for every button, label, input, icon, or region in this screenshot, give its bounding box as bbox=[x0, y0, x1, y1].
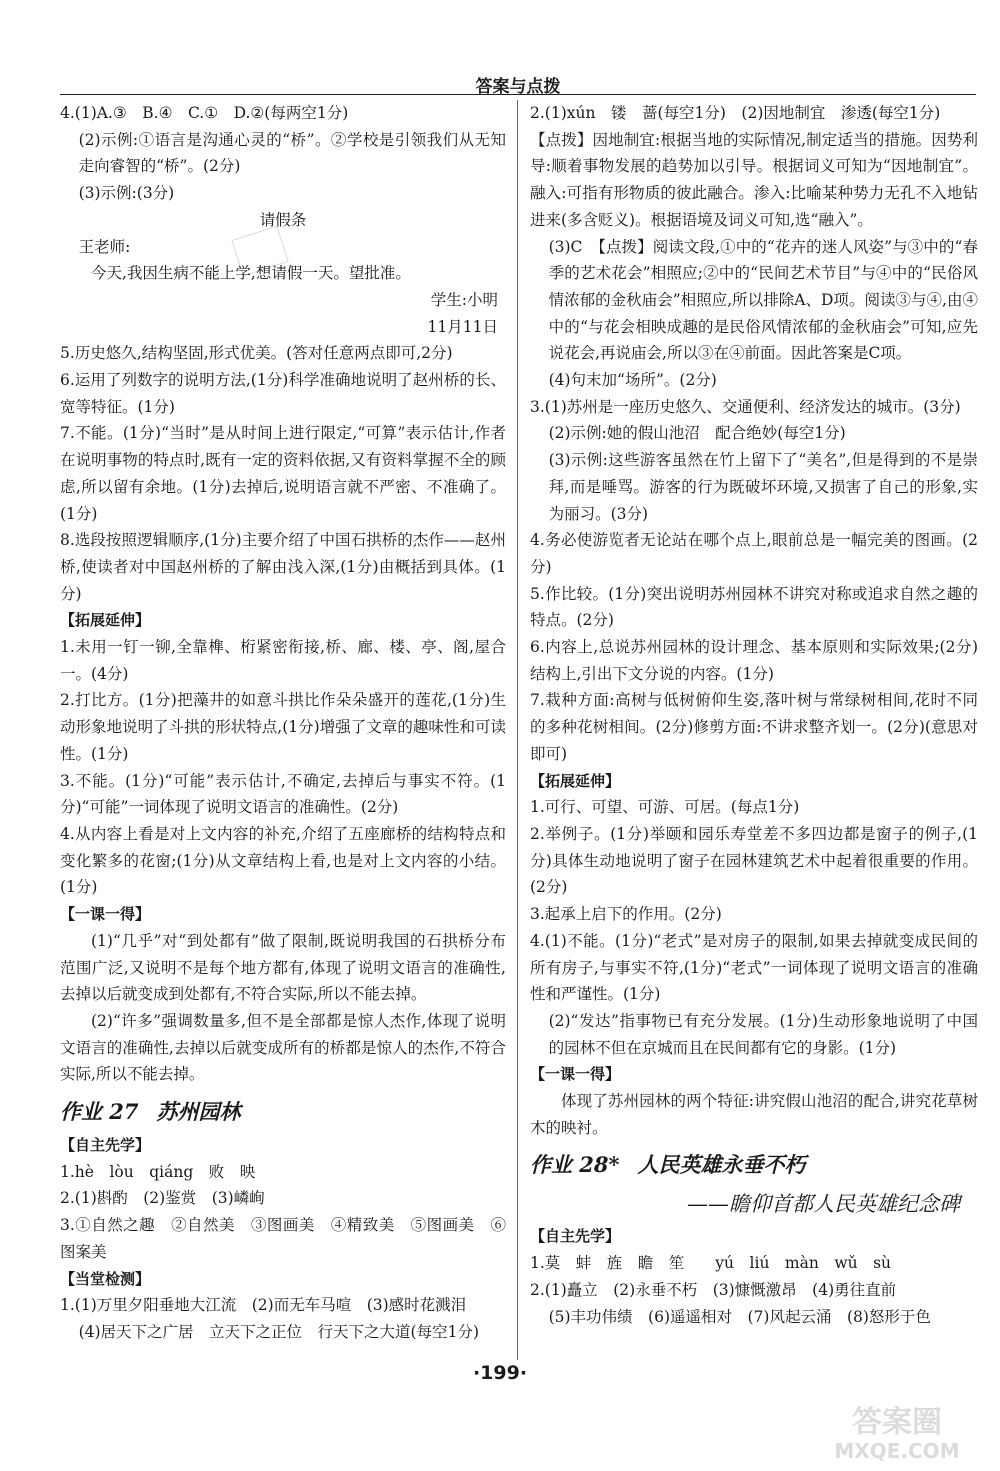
section-heading: 【当堂检测】 bbox=[60, 1269, 151, 1288]
text-line: (2)示例:她的假山池沼 配合绝妙(每空1分) bbox=[548, 424, 846, 443]
text-line: (2)示例:①语言是沟通心灵的“桥”。②学校是引领我们从无知走向睿智的“桥”。(2分) bbox=[78, 130, 506, 176]
section-heading: 【一课一得】 bbox=[60, 905, 151, 924]
text-line: 5.历史悠久,结构坚固,形式优美。(答对任意两点即可,2分) bbox=[60, 344, 453, 363]
watermark-site-text: MXQE.COM bbox=[834, 1439, 960, 1463]
text-line: (2)“许多”强调数量多,但不是全部都是惊人杰作,体现了说明文语言的准确性,去掉以后就变成所有的桥都是惊人的杰作,不符合实际,所以不能去掉。 bbox=[60, 1011, 506, 1084]
text-line: 3.起承上启下的作用。(2分) bbox=[530, 905, 722, 924]
text-line: 今天,我因生病不能上学,想请假一天。望批准。 bbox=[91, 264, 411, 283]
right-lines-after bbox=[530, 1223, 978, 1330]
assignment-27-heading bbox=[60, 1094, 506, 1130]
left-lines-after bbox=[60, 1132, 506, 1346]
text-line: 2.(1)xún 镂 蔷(每空1分) (2)因地制宜 渗透(每空1分) bbox=[530, 104, 941, 122]
text-line: (5)丰功伟绩 (6)遥遥相对 (7)风起云涌 (8)怒形于色 bbox=[548, 1307, 931, 1326]
text-line: 请假条 bbox=[259, 210, 307, 229]
assignment-28-number: 作业 28* bbox=[530, 1152, 620, 1178]
text-line: (3)示例:(3分) bbox=[78, 184, 175, 203]
assignment-28-title: 人民英雄永垂不朽 bbox=[637, 1152, 806, 1178]
text-line: 1.(1)万里夕阳垂地大江流 (2)而无车马喧 (3)感时花溅泪 bbox=[60, 1296, 467, 1315]
text-line: 2.举例子。(1分)举颐和园乐寿堂差不多四边都是窗子的例子,(1分)具体生动地说明了窗子在园林建筑艺术中起着很重要的作用。(2分) bbox=[530, 824, 978, 897]
watermark-logo bbox=[812, 1398, 982, 1464]
column-divider bbox=[517, 100, 518, 1360]
text-line: 7.栽种方面:高树与低树俯仰生姿,落叶树与常绿树相间,花时不同的多种花树相间。(2分)修剪方面:不讲求整齐划一。(2分)(意思对即可) bbox=[530, 691, 978, 763]
text-line: (2)“发达”指事物已有充分发展。(1分)生动形象地说明了中国的园林不但在京城而且在民间都有它的身影。(1分) bbox=[548, 1011, 978, 1057]
text-line: (4)居天下之广居 立天下之正位 行天下之大道(每空1分) bbox=[78, 1322, 480, 1341]
text-line: (4)句末加“场所”。(2分) bbox=[548, 371, 717, 390]
left-lines bbox=[60, 100, 506, 1088]
text-line: 6.运用了列数字的说明方法,(1分)科学准确地说明了赵州桥的长、宽等特征。(1分) bbox=[60, 371, 506, 416]
section-heading: 【拓展延伸】 bbox=[530, 771, 621, 790]
text-line: 4.(1)不能。(1分)“老式”是对房子的限制,如果去掉就变成民间的所有房子,与事实不符,(1分)“老式”一词体现了说明文语言的准确性和严谨性。(1分) bbox=[530, 931, 978, 1004]
section-heading: 【拓展延伸】 bbox=[60, 611, 151, 630]
page-number: ·199· bbox=[472, 1362, 528, 1384]
text-line: 4.(1)A.③ B.④ C.① D.②(每两空1分) bbox=[60, 104, 349, 122]
text-line: 2.(1)矗立 (2)永垂不朽 (3)慷慨激昂 (4)勇往直前 bbox=[530, 1280, 897, 1299]
text-line: 1.未用一钉一铆,全靠榫、桁紧密衔接,桥、廊、楼、亭、阁,屋合一。(4分) bbox=[60, 638, 506, 683]
text-line: 2.打比方。(1分)把藻井的如意斗拱比作朵朵盛开的莲花,(1分)生动形象地说明了斗拱的形状特点,(1分)增强了文章的趣味性和可读性。(1分) bbox=[60, 691, 506, 763]
right-column bbox=[530, 100, 978, 1330]
text-line: 学生:小明 bbox=[430, 290, 498, 309]
header-title: 答案与点拨 bbox=[475, 77, 561, 97]
text-line: 2.(1)斟酌 (2)鉴赏 (3)嶙峋 bbox=[60, 1189, 265, 1208]
section-heading: 【自主先学】 bbox=[530, 1227, 621, 1246]
text-line: 3.①自然之趣 ②自然美 ③图画美 ④精致美 ⑤图画美 ⑥图案美 bbox=[60, 1216, 506, 1261]
text-line: 11月11日 bbox=[427, 317, 498, 336]
text-line: (1)“几乎”对“到处都有”做了限制,既说明我国的石拱桥分布范围广泛,又说明不是每个地方都有,体现了说明文语言的准确性,去掉以后就变成到处都有,不符合实际,所以不能去掉。 bbox=[60, 931, 506, 1004]
text-line: 4.务必使游览者无论站在哪个点上,眼前总是一幅完美的图画。(2分) bbox=[530, 531, 978, 576]
text-line: 5.作比较。(1分)突出说明苏州园林不讲究对称或追求自然之趣的特点。(2分) bbox=[530, 584, 978, 630]
text-line: 3.不能。(1分)“可能”表示估计,不确定,去掉后与事实不符。(1分)“可能”一词体现了说明文语言的准确性。(2分) bbox=[60, 771, 506, 817]
text-line: 8.选段按照逻辑顺序,(1分)主要介绍了中国石拱桥的杰作——赵州桥,使读者对中国赵州桥的了解由浅入深,(1分)由概括到具体。(1分) bbox=[60, 531, 506, 603]
watermark-logo-text: 答案圈 bbox=[852, 1405, 942, 1440]
assignment-27-number: 作业 27 bbox=[60, 1099, 139, 1125]
text-line: 6.内容上,总说苏州园林的设计理念、基本原则和实际效果;(2分)结构上,引出下文分说的内容。(1分) bbox=[530, 638, 978, 683]
text-line: (3)C 【点拨】阅读文段,①中的“花卉的迷人风姿”与③中的“春季的艺术花会”相照应;②中的“民间艺术节目”与④中的“民俗风情浓郁的金秋庙会”相照应,所以排除A、D项。阅读③与④,由④中的“与花会相映成趣的是民俗风情浓郁的金秋庙会”可知,应先说花会,再说庙会,所以③在④前面。因此答案是C项。 bbox=[548, 237, 978, 363]
section-heading: 【一课一得】 bbox=[530, 1065, 621, 1084]
assignment-27-title: 苏州园林 bbox=[156, 1099, 241, 1125]
text-line: 1.莫 蚌 旌 瞻 笙 yú liú màn wǔ sù bbox=[530, 1254, 892, 1273]
section-heading: 【自主先学】 bbox=[60, 1136, 151, 1155]
left-column bbox=[60, 100, 506, 1346]
assignment-28-heading bbox=[530, 1147, 978, 1183]
text-line: 【点拨】因地制宜:根据当地的实际情况,制定适当的措施。因势利导:顺着事物发展的趋势加以引导。根据词义可知为“因地制宜”。融入:可指有形物质的彼此融合。渗入:比喻某种势力无孔不入地钻进来(多含贬义)。根据语境及词义可知,选“融入”。 bbox=[530, 130, 978, 229]
text-line: 王老师: bbox=[78, 237, 131, 256]
text-line: 体现了苏州园林的两个特征:讲究假山池沼的配合,讲究花草树木的映衬。 bbox=[530, 1092, 978, 1137]
text-line: 7.不能。(1分)“当时”是从时间上进行限定,“可算”表示估计,作者在说明事物的特点时,既有一定的资料依据,又有资料掌握不全的顾虑,所以留有余地。(1分)去掉后,说明语言就不严密、不准确了。(1分) bbox=[60, 424, 506, 523]
text-line: (3)示例:这些游客虽然在竹上留下了“美名”,但是得到的不是崇拜,而是唾骂。游客的行为既破坏环境,又损害了自己的形象,实为丽习。(3分) bbox=[548, 451, 978, 523]
assignment-28-subtitle: ——瞻仰首都人民英雄纪念碑 bbox=[687, 1192, 960, 1217]
text-line: 1.可行、可望、可游、可居。(每点1分) bbox=[530, 798, 800, 817]
right-lines bbox=[530, 100, 978, 1141]
text-line: 4.从内容上看是对上文内容的补充,介绍了五座廊桥的结构特点和变化繁多的花窗;(1分)从文章结构上看,也是对上文内容的小结。(1分) bbox=[60, 824, 506, 897]
text-line: 3.(1)苏州是一座历史悠久、交通便利、经济发达的城市。(3分) bbox=[530, 397, 961, 416]
page-header bbox=[60, 72, 976, 95]
text-line: 1.hè lòu qiáng 败 映 bbox=[60, 1162, 256, 1181]
